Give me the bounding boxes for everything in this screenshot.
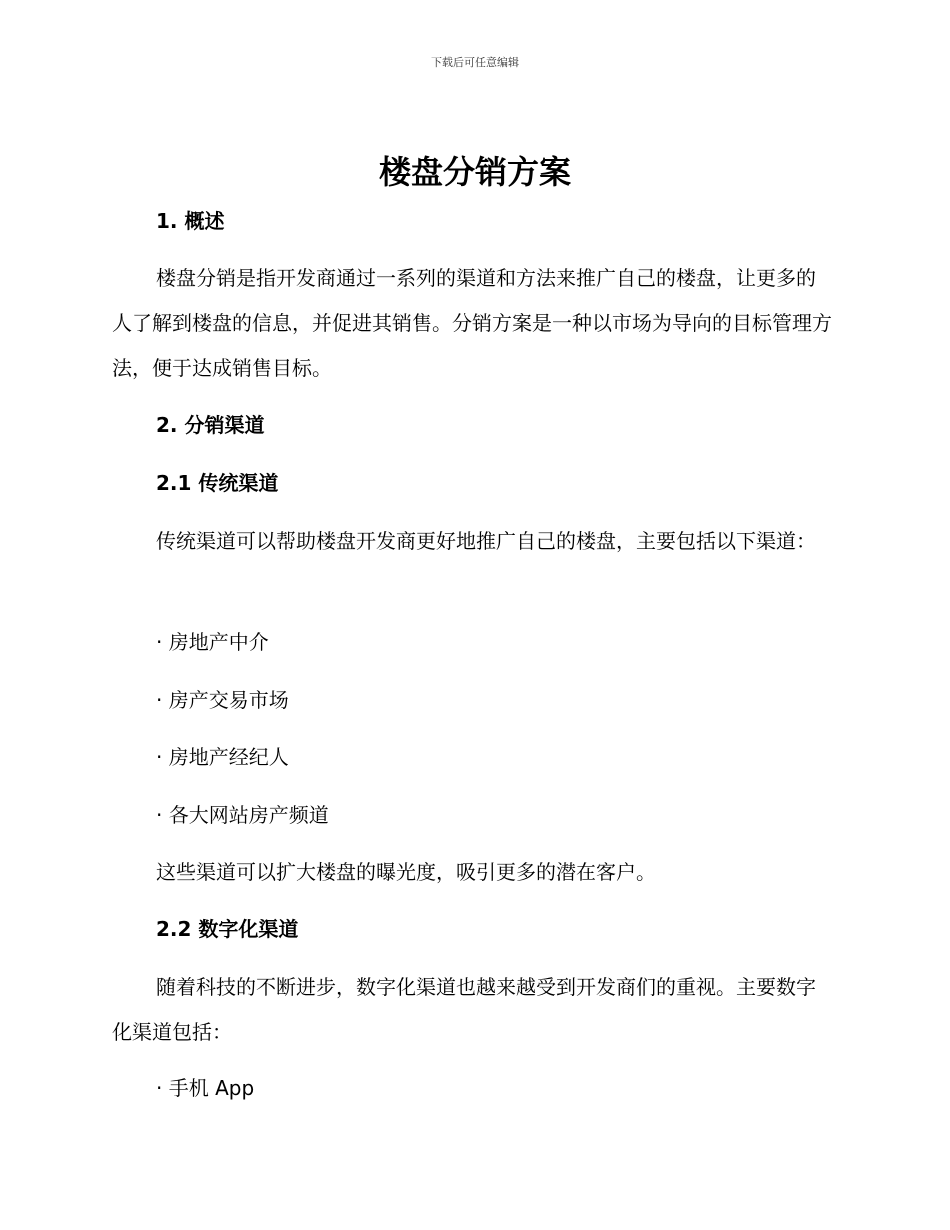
section-heading-traditional: 2.1 传统渠道 xyxy=(156,471,279,495)
section-heading-digital: 2.2 数字化渠道 xyxy=(156,917,299,941)
list-item: · 房产交易市场 xyxy=(156,688,289,712)
overview-paragraph: 楼盘分销是指开发商通过一系列的渠道和方法来推广自己的楼盘，让更多的人了解到楼盘的信息，并促进其销售。分销方案是一种以市场为导向的目标管理方法，便于达成销售目标。 xyxy=(112,266,832,380)
document-title: 楼盘分销方案 xyxy=(378,153,571,191)
list-item: · 房地产中介 xyxy=(156,630,269,654)
traditional-intro: 传统渠道可以帮助楼盘开发商更好地推广自己的楼盘，主要包括以下渠道： xyxy=(156,529,816,553)
list-item: · 手机 App xyxy=(156,1076,255,1100)
list-item: · 各大网站房产频道 xyxy=(156,803,329,827)
list-item: · 房地产经纪人 xyxy=(156,745,289,769)
traditional-summary: 这些渠道可以扩大楼盘的曝光度，吸引更多的潜在客户。 xyxy=(156,860,656,884)
header-note: 下载后可任意编辑 xyxy=(431,56,519,69)
digital-intro: 随着科技的不断进步，数字化渠道也越来越受到开发商们的重视。主要数字化渠道包括： xyxy=(112,975,816,1044)
section-heading-overview: 1. 概述 xyxy=(156,209,225,233)
section-heading-channels: 2. 分销渠道 xyxy=(156,413,265,437)
